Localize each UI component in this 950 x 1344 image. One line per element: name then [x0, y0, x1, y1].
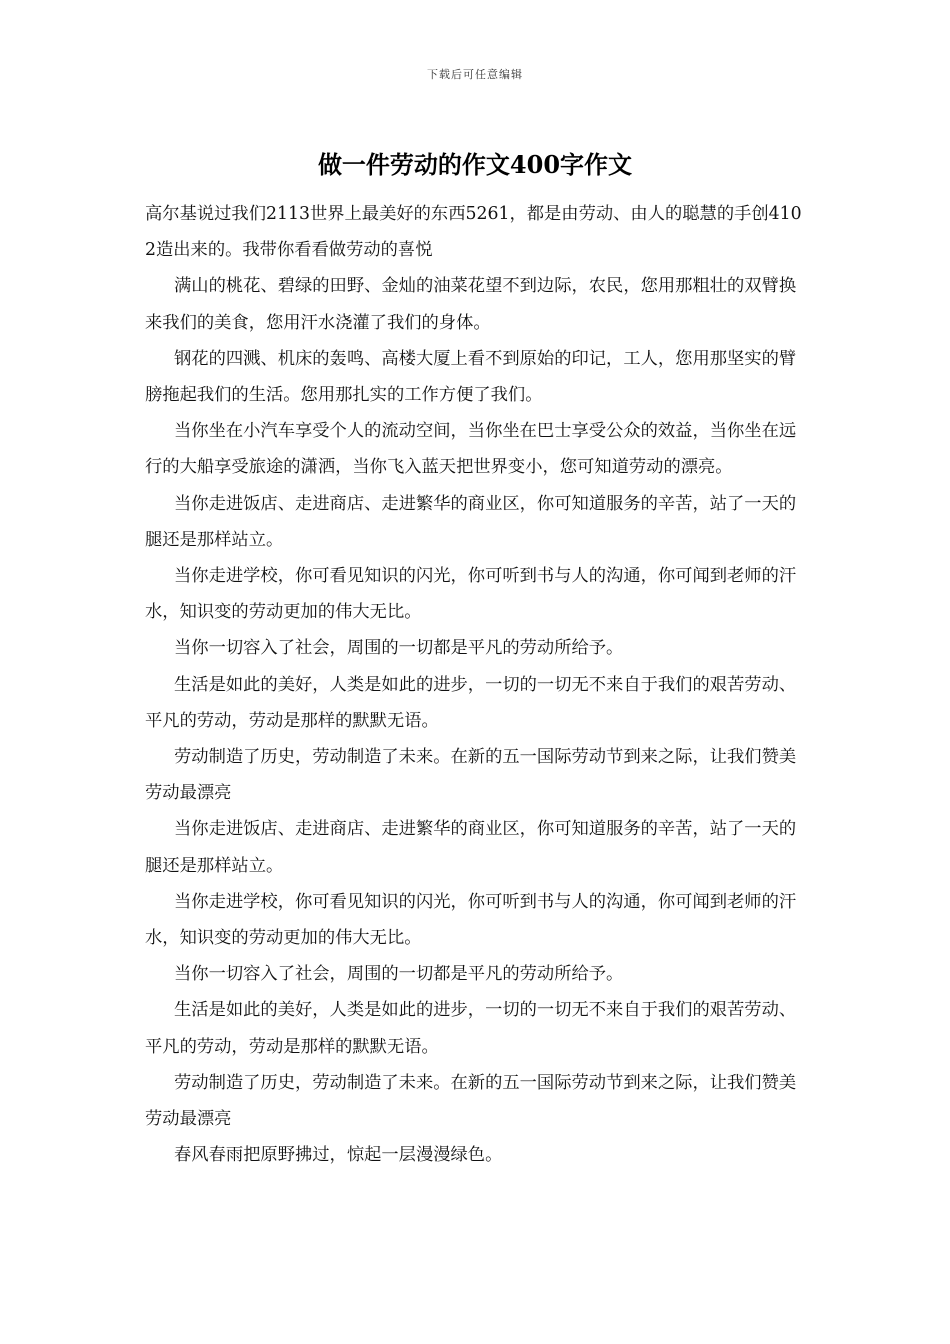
paragraph: 生活是如此的美好，人类是如此的进步，一切的一切无不来自于我们的艰苦劳动、平凡的劳动，劳动是那样的默默无语。	[145, 1000, 797, 1057]
document-title: 做一件劳动的作文400字作文	[317, 150, 633, 179]
paragraph: 当你走进饭店、走进商店、走进繁华的商业区，你可知道服务的辛苦，站了一天的腿还是那样站立。	[145, 493, 797, 550]
page-header-note: 下载后可任意编辑	[427, 68, 523, 81]
paragraph: 当你一切容入了社会，周围的一切都是平凡的劳动所给予。	[174, 638, 624, 659]
paragraph: 满山的桃花、碧绿的田野、金灿的油菜花望不到边际，农民，您用那粗壮的双臂换来我们的美食，您用汗水浇灌了我们的身体。	[145, 276, 797, 333]
paragraph: 当你走进饭店、走进商店、走进繁华的商业区，你可知道服务的辛苦，站了一天的腿还是那样站立。	[145, 819, 797, 876]
paragraph: 钢花的四溅、机床的轰鸣、高楼大厦上看不到原始的印记，工人，您用那坚实的臂膀拖起我们的生活。您用那扎实的工作方便了我们。	[145, 348, 797, 406]
paragraph: 生活是如此的美好，人类是如此的进步，一切的一切无不来自于我们的艰苦劳动、平凡的劳动，劳动是那样的默默无语。	[145, 674, 797, 731]
paragraph: 当你走进学校，你可看见知识的闪光，你可听到书与人的沟通，你可闻到老师的汗水，知识变的劳动更加的伟大无比。	[145, 566, 797, 623]
paragraph: 当你走进学校，你可看见知识的闪光，你可听到书与人的沟通，你可闻到老师的汗水，知识变的劳动更加的伟大无比。	[145, 891, 797, 949]
paragraph: 当你一切容入了社会，周围的一切都是平凡的劳动所给予。	[174, 964, 624, 985]
paragraph: 劳动制造了历史，劳动制造了未来。在新的五一国际劳动节到来之际，让我们赞美劳动最漂亮	[145, 1072, 797, 1130]
paragraph: 高尔基说过我们2113世界上最美好的东西5261，都是由劳动、由人的聪慧的手创4102造出来的。我带你看看做劳动的喜悦	[145, 204, 802, 261]
document-body	[145, 196, 807, 1173]
paragraph: 当你坐在小汽车享受个人的流动空间，当你坐在巴士享受公众的效益，当你坐在远行的大船享受旅途的潇洒，当你飞入蓝天把世界变小，您可知道劳动的漂亮。	[145, 421, 797, 478]
paragraph: 劳动制造了历史，劳动制造了未来。在新的五一国际劳动节到来之际，让我们赞美劳动最漂亮	[145, 747, 797, 804]
paragraph: 春风春雨把原野拂过，惊起一层漫漫绿色。	[174, 1145, 503, 1166]
